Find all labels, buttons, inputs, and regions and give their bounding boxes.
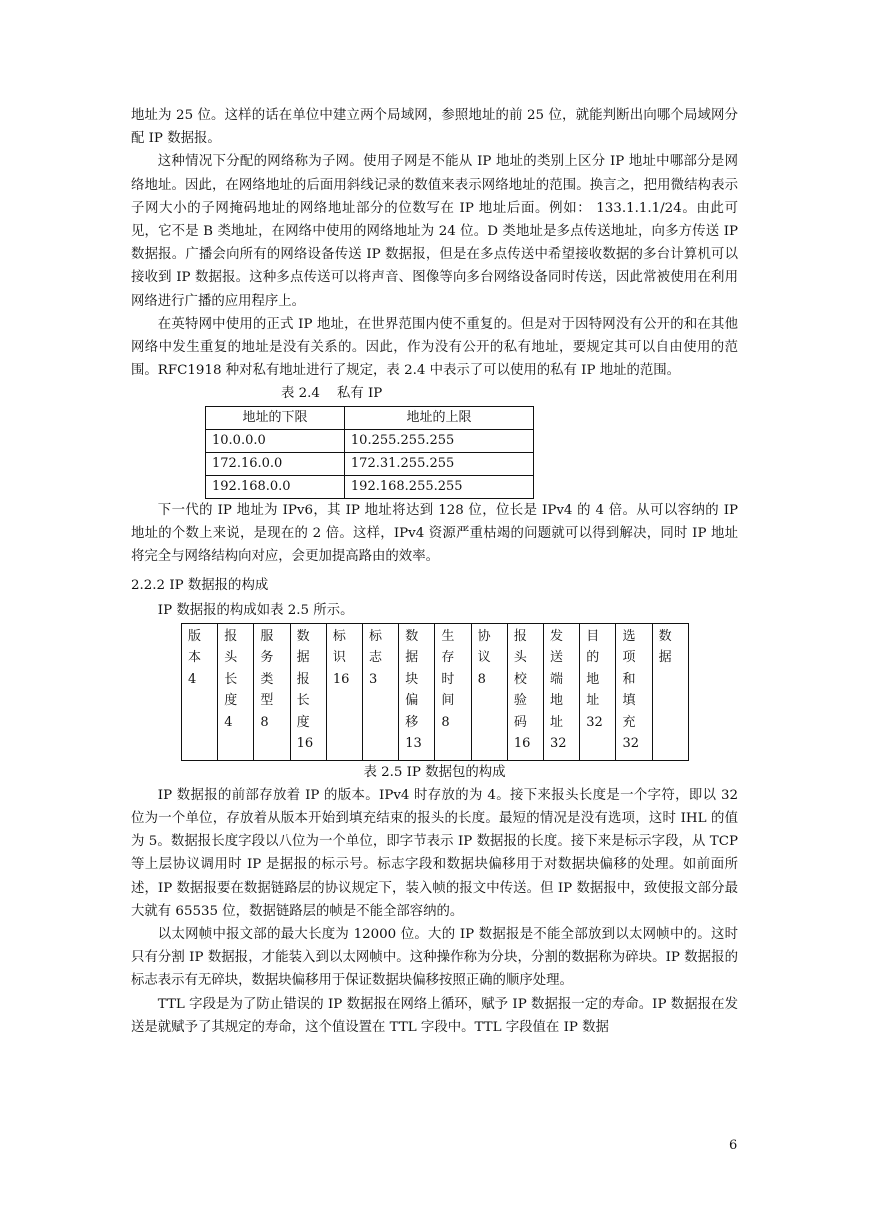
cell-text: 8 (260, 714, 269, 730)
cell-text: 头 (224, 650, 238, 666)
table-cell (290, 623, 326, 760)
table-header-cell: 地址的下限 (206, 406, 345, 429)
table-cell (399, 623, 435, 760)
cell-text: 识 (332, 650, 346, 666)
cell-text: 地 (586, 671, 600, 687)
cell-text: 生 (441, 628, 455, 644)
paragraph: 地址为 25 位。这样的话在单位中建立两个局域网，参照地址的前 25 位，就能判断出向哪个局域网分配 IP 数据报。 (131, 108, 738, 147)
paragraph: TTL 字段是为了防止错误的 IP 数据报在网络上循环，赋予 IP 数据报一定的寿命。IP 数据报在发送是就赋予了其规定的寿命，这个值设置在 TTL 字段中。TTL 字段值在 IP 数据 (131, 996, 738, 1035)
cell-text: 32 (586, 714, 603, 730)
table-caption: 表 2.4 私有 IP (281, 386, 383, 402)
cell-text: 16 (332, 671, 350, 687)
cell-text: 32 (622, 736, 639, 752)
table-row (182, 623, 689, 760)
table-cell (435, 623, 471, 760)
cell-text: 8 (441, 714, 450, 730)
cell-text: 服 (260, 628, 274, 644)
cell-text: 数 (658, 628, 672, 644)
cell-text: 报 (513, 628, 527, 644)
cell-text: 的 (586, 650, 600, 666)
cell-text: 议 (477, 650, 491, 666)
table-cell (218, 623, 254, 760)
table-cell (616, 623, 652, 760)
cell-text: 发 (550, 628, 564, 644)
cell-text: 选 (622, 628, 636, 644)
table-cell: 10.255.255.255 (344, 429, 533, 452)
cell-text: 16 (513, 736, 531, 752)
table-cell (544, 623, 580, 760)
paragraph: 这种情况下分配的网络称为子网。使用子网是不能从 IP 地址的类别上区分 IP 地址中哪部分是网络地址。因此，在网络地址的后面用斜线记录的数值来表示网络地址的范围。换言之，把用微结构表示子网大小的子网掩码地址的网络地址部分的位数写在 IP 地址后面。例如： 133.1.1.1/24。由此可见，它不是 B 类地址，在网络中使用的网络地址为 24 位。D 类地址是多点传送地址，向多方传送 IP 数据报。广播会向所有的网络设备传送 IP 数据报，但是在多点传送中希望接收数据的多台计算机可以接收到 IP 数据报。这种多点传送可以将声音、图像等向多台网络设备同时传送，因此常被使用在利用网络进行广播的应用程序上。 (131, 154, 738, 309)
cell-text: 送 (550, 650, 564, 666)
ip-datagram-table (181, 623, 689, 761)
table-cell (254, 623, 290, 760)
table-cell (580, 623, 616, 760)
cell-text: 本 (188, 650, 202, 666)
cell-text: 32 (550, 736, 567, 752)
cell-text: 4 (224, 714, 233, 730)
cell-text: 类 (260, 671, 274, 687)
table-cell: 172.16.0.0 (206, 452, 345, 475)
section-heading: 2.2.2 IP 数据报的构成 (131, 578, 269, 594)
cell-text: 4 (188, 671, 197, 687)
cell-text: 度 (224, 693, 238, 709)
cell-text: 和 (622, 671, 636, 687)
page-content (131, 104, 738, 1039)
cell-text: 报 (296, 671, 310, 687)
cell-text: 16 (296, 736, 314, 752)
paragraph: 以太网帧中报文部的最大长度为 12000 位。大的 IP 数据报是不能全部放到以太网帧中的。这时只有分割 IP 数据报，才能装入到以太网帧中。这种操作称为分块，分割的数据称为碎块。IP 数据报的标志表示有无碎块，数据块偏移用于保证数据块偏移按照正确的顺序处理。 (131, 927, 738, 989)
table-cell (507, 623, 543, 760)
cell-text: 据 (296, 650, 310, 666)
cell-text: 型 (260, 693, 274, 709)
table-cell: 10.0.0.0 (206, 429, 345, 452)
table-cell (363, 623, 399, 760)
table-cell: 192.168.255.255 (344, 475, 533, 498)
cell-text: 间 (441, 693, 455, 709)
table-cell (652, 623, 688, 760)
cell-text: 址 (586, 693, 600, 709)
paragraph: 下一代的 IP 地址为 IPv6，其 IP 地址将达到 128 位，位长是 IPv4 的 4 倍。从可以容纳的 IP 地址的个数上来说，是现在的 2 倍。这样，IPv4 资源严重枯竭的问题就可以得到解决，同时 IP 地址将完全与网络结构向对应，会更加提高路由的效率。 (131, 502, 738, 565)
cell-text: 3 (369, 671, 378, 687)
table-cell (326, 623, 362, 760)
table-row (206, 452, 534, 475)
paragraph: IP 数据报的前部存放着 IP 的版本。IPv4 时存放的为 4。接下来报头长度是一个字符，即以 32 位为一个单位，存放着从版本开始到填充结束的报头的长度。最短的情况是没有选项，这时 IHL 的值为 5。数据报长度字段以八位为一个单位，即字节表示 IP 数据报的长度。接下来是标示字段，从 TCP 等上层协议调用时 IP 是据报的标示号。标志字段和数据块偏移用于对数据块偏移的处理。如前面所述，IP 数据报要在数据链路层的协议规定下，装入帧的报文中传送。但 IP 数据报中，致使报文部分最大就有 65535 位，数据链路层的帧是不能全部容纳的。 (131, 787, 738, 919)
cell-text: 度 (296, 714, 310, 730)
cell-text: 协 (477, 628, 491, 644)
cell-text: 址 (550, 714, 564, 730)
cell-text: 端 (550, 671, 564, 687)
cell-text: 据 (405, 650, 419, 666)
cell-text: 长 (296, 693, 310, 709)
cell-text: 数 (296, 628, 310, 644)
table-row (206, 475, 534, 498)
cell-text: 据 (658, 650, 672, 666)
cell-text: 时 (441, 671, 455, 687)
cell-text: 8 (477, 671, 486, 687)
cell-text: 目 (586, 628, 600, 644)
table-row (206, 429, 534, 452)
cell-text: 13 (405, 736, 422, 752)
private-ip-table (205, 406, 534, 499)
cell-text: 数 (405, 628, 419, 644)
table-cell: 192.168.0.0 (206, 475, 345, 498)
cell-text: 校 (513, 671, 527, 687)
paragraph: IP 数据报的构成如表 2.5 所示。 (157, 603, 354, 619)
cell-text: 验 (513, 693, 527, 709)
cell-text: 项 (622, 650, 636, 666)
page-number: 6 (729, 1138, 738, 1153)
cell-text: 版 (188, 628, 202, 644)
cell-text: 报 (224, 628, 238, 644)
paragraph: 在英特网中使用的正式 IP 地址，在世界范围内使不重复的。但是对于因特网没有公开的和在其他网络中发生重复的地址是没有关系的。因此，作为没有公开的私有地址，要规定其可以自由使用的范围。RFC1918 种对私有地址进行了规定，表 2.4 中表示了可以使用的私有 IP 地址的范围。 (131, 316, 738, 379)
cell-text: 志 (369, 650, 383, 666)
cell-text: 头 (513, 650, 527, 666)
cell-text: 务 (260, 650, 274, 666)
cell-text: 标 (369, 628, 383, 644)
table-header-cell: 地址的上限 (344, 406, 533, 429)
cell-text: 填 (622, 693, 636, 709)
table-caption: 表 2.5 IP 数据包的构成 (363, 764, 506, 780)
cell-text: 块 (405, 671, 419, 687)
table-header-row (206, 406, 534, 429)
table-cell (471, 623, 507, 760)
cell-text: 标 (332, 628, 346, 644)
cell-text: 充 (622, 714, 636, 730)
table-cell: 172.31.255.255 (344, 452, 533, 475)
cell-text: 偏 (405, 693, 419, 709)
table-cell (182, 623, 218, 760)
cell-text: 地 (550, 693, 564, 709)
cell-text: 移 (405, 714, 419, 730)
cell-text: 码 (513, 714, 527, 730)
cell-text: 存 (441, 650, 455, 666)
cell-text: 长 (224, 671, 238, 687)
